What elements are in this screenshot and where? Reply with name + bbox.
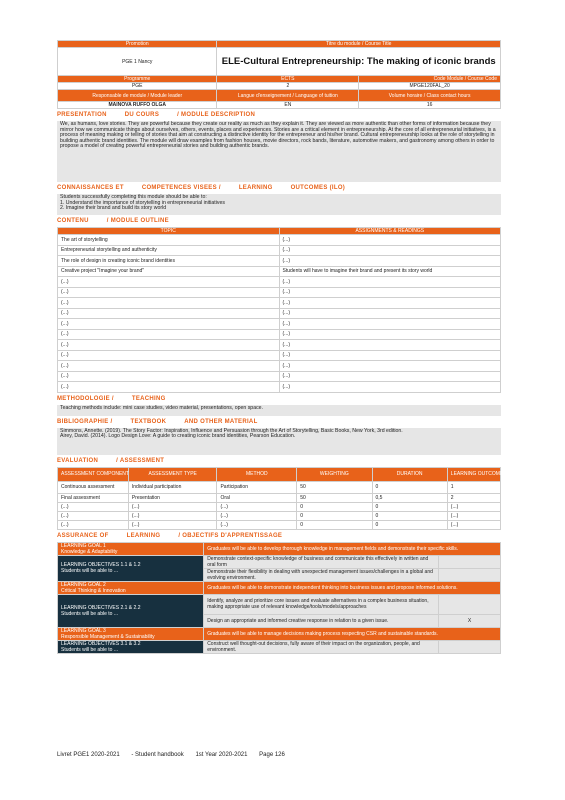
bibliography-box <box>57 428 501 455</box>
course-code-value: MPGE120FAL_20 <box>359 83 501 90</box>
objective-text: Construct well thought-out decisions, fully aware of their impact on the organization, people, and environment. <box>204 640 439 653</box>
assessment-type-header: ASSESSMENT TYPE <box>128 467 217 481</box>
outline-assignment: (...) <box>279 298 501 309</box>
learning-objectives-3: LEARNING OBJECTIVES 3.1 & 3.2 Students will be able to ... <box>58 640 204 653</box>
assessment-component-header: ASSESSMENT COMPONENT <box>58 467 129 481</box>
learning-outcome-item: 1. Understand the importance of storytelling in entrepreneurial initiatives <box>60 199 225 206</box>
assurance-of-learning-table <box>57 542 501 654</box>
outline-topic: (...) <box>58 287 280 298</box>
objective-text: Design an appropriate and informed creative response in relation to a given issue. <box>204 614 439 627</box>
outline-topic: (...) <box>58 298 280 309</box>
learning-goal-2: LEARNING GOAL 2 Critical Thinking & Innovation <box>58 581 204 594</box>
weighting-header: WEIGHTING <box>297 467 372 481</box>
page-footer <box>57 752 501 758</box>
outline-topic: The art of storytelling <box>58 235 280 246</box>
learning-outcomes-intro: Students successfully completing this module should be able to: <box>60 194 207 200</box>
learning-goal-2-text: Graduates will be able to demonstrate independent thinking into business issues and propose informed solutions. <box>204 581 501 594</box>
programme-label: Programme <box>58 76 217 83</box>
promotion-label: Promotion <box>58 41 217 48</box>
outline-assignment: (...) <box>279 287 501 298</box>
outline-assignment: (...) <box>279 319 501 330</box>
topic-column-header: TOPIC <box>58 228 280 235</box>
objective-mark <box>438 640 500 653</box>
outline-topic: (...) <box>58 277 280 288</box>
outline-topic: Entrepreneurial storytelling and authenticity <box>58 245 280 256</box>
assurance-of-learning-heading: ASSURANCE OF LEARNING / OBJECTIFS D'APPRENTISSAGE <box>57 532 283 539</box>
presentation-text: We, as humans, love stories. They are powerful because they create our reality as much as they explain it. They are viewed as more authentic than other forms of information because they mirror how we communicate things about ourselves, others, events, places and experiences. Stories are a critical element in entrepreneurship. At the core of all entrepreneurial initiatives, is a process of meaning making or telling of stories that aim at constructing a distinctive identity for the entrepreneur and his/her brand. Cultural entrepreneurship looks at the role of storytelling in building authentic brand identities. The module will draw examples from fashion houses, movie directors, rock bands, literature, automotive makers, and gastronomy among others in order to propose a model of creating powerful entrepreneurial stories and building authentic brands. <box>57 121 501 182</box>
module-outline-table <box>57 227 501 393</box>
table-row: Continuous assessment Individual participation Participation 50 0 1 <box>58 481 501 493</box>
assignments-column-header: ASSIGNMENTS & READINGS <box>279 228 501 235</box>
contact-hours-label: Volume horaire / Class contact hours <box>359 90 501 102</box>
outline-topic: (...) <box>58 319 280 330</box>
ilo-header: LEARNING OUTCOMES (ILO) <box>447 467 500 481</box>
module-leader-value: MAINOVA RUFFO OLGA <box>58 102 217 109</box>
objective-mark: X <box>438 614 500 627</box>
learning-objectives-1: LEARNING OBJECTIVES 1.1 & 1.2 Students will be able to ... <box>58 555 204 581</box>
outline-topic: (...) <box>58 382 280 393</box>
outline-assignment: (...) <box>279 382 501 393</box>
promotion-value: PGE 1 Nancy <box>58 48 217 76</box>
table-row: Final assessment Presentation Oral 50 0,5 2 <box>58 493 501 502</box>
learning-goal-1-text: Graduates will be able to develop thorough knowledge in management fields and demonstrate their specific skills. <box>204 542 501 555</box>
outline-assignment: (...) <box>279 256 501 267</box>
outline-assignment: (...) <box>279 361 501 372</box>
objective-mark <box>438 594 500 614</box>
ects-value: 2 <box>217 83 359 90</box>
module-outline-heading: CONTENU / MODULE OUTLINE <box>57 218 169 224</box>
learning-outcome-item: 2. Imagine their brand and build its story world <box>60 205 167 212</box>
objective-text: Demonstrate their flexibility in dealing with unexpected management issues/challenges in a global and evolving environment. <box>204 568 439 581</box>
module-leader-label: Responsable de module / Module leader <box>58 90 217 102</box>
contact-hours-value: 16 <box>359 102 501 109</box>
outline-topic: (...) <box>58 371 280 382</box>
course-title: ELE-Cultural Entrepreneurship: The making of iconic brands <box>217 48 501 76</box>
evaluation-table <box>57 467 520 530</box>
bibliography-heading: BIBLIOGRAPHIE / TEXTBOOK AND OTHER MATERIAL <box>57 418 258 425</box>
outline-assignment: (...) <box>279 277 501 288</box>
learning-goal-1: LEARNING GOAL 1 Knowledge & Adaptability <box>58 542 204 555</box>
outline-assignment: (...) <box>279 371 501 382</box>
table-row: (...) (...) (...) 0 0 (...) <box>58 520 501 529</box>
duration-header: DURATION <box>372 467 447 481</box>
ects-label: ECTS <box>217 76 359 83</box>
outline-topic: (...) <box>58 361 280 372</box>
outline-assignment: Students will have to imagine their brand and present its story world <box>279 266 501 277</box>
outline-assignment: (...) <box>279 308 501 319</box>
outline-assignment: (...) <box>279 340 501 351</box>
learning-objectives-2: LEARNING OBJECTIVES 2.1 & 2.2 Students will be able to ... <box>58 594 204 627</box>
method-header: METHOD <box>217 467 297 481</box>
bibliography-item: Airey, David. (2014). Logo Design Love: A guide to creating iconic brand identities, Pearson Education. <box>60 433 296 440</box>
outline-topic: (...) <box>58 308 280 319</box>
bibliography-item: Simmons, Annette. (2019). The Story Factor: Inspiration, Influence and Persuasion through the Art of Storytelling, Basic Books, New York, 3rd edition. <box>60 427 403 434</box>
module-sheet <box>57 40 520 654</box>
outline-topic: Creative project "Imagine your brand" <box>58 266 280 277</box>
footer-handbook-type: - Student handbook <box>131 752 184 758</box>
objective-text: Identify, analyze and prioritize core issues and evaluate alternatives in a complex business situation, making appropriate use of relevant knowledge/tools/models/approaches <box>204 594 439 614</box>
objective-text: Demonstrate context-specific knowledge of business and communicate this effectively in written and oral form <box>204 555 439 568</box>
learning-goal-3-text: Graduates will be able to manage decisions making process respecting CSR and sustainable standards. <box>204 627 501 640</box>
outline-assignment: (...) <box>279 245 501 256</box>
course-title-label: Titre du module / Course Title <box>217 41 501 48</box>
footer-handbook-name: Livret PGE1 2020-2021 <box>57 752 120 758</box>
language-label: Langue d'enseignement / Language of tuition <box>217 90 359 102</box>
table-row: (...) (...) (...) 0 0 (...) <box>58 511 501 520</box>
objective-mark <box>438 568 500 581</box>
outline-topic: (...) <box>58 329 280 340</box>
outline-assignment: (...) <box>279 235 501 246</box>
learning-goal-3: LEARNING GOAL 3 Responsible Management & Sustainability <box>58 627 204 640</box>
methodology-text: Teaching methods include: mini case studies, video material, presentations, open space. <box>57 405 501 416</box>
presentation-heading: PRESENTATION DU COURS / MODULE DESCRIPTION <box>57 112 256 118</box>
objective-mark <box>438 555 500 568</box>
learning-outcomes-heading: CONNAISSANCES ET COMPETENCES VISEES / LEARNING OUTCOMES (ILO) <box>57 185 346 191</box>
programme-value: PGE <box>58 83 217 90</box>
footer-page-number: Page 126 <box>259 752 285 758</box>
outline-topic: (...) <box>58 340 280 351</box>
learning-outcomes-box <box>57 194 501 215</box>
footer-year: 1st Year 2020-2021 <box>195 752 248 758</box>
course-code-label: Code Module / Course Code <box>359 76 501 83</box>
outline-topic: (...) <box>58 350 280 361</box>
outline-assignment: (...) <box>279 329 501 340</box>
outline-topic: The role of design in creating iconic brand identities <box>58 256 280 267</box>
table-row: (...) (...) (...) 0 0 (...) <box>58 502 501 511</box>
outline-assignment: (...) <box>279 350 501 361</box>
methodology-heading: METHODOLOGIE / TEACHING <box>57 395 166 402</box>
language-value: EN <box>217 102 359 109</box>
course-header-table <box>57 40 501 109</box>
evaluation-heading: EVALUATION / ASSESSMENT <box>57 457 165 464</box>
